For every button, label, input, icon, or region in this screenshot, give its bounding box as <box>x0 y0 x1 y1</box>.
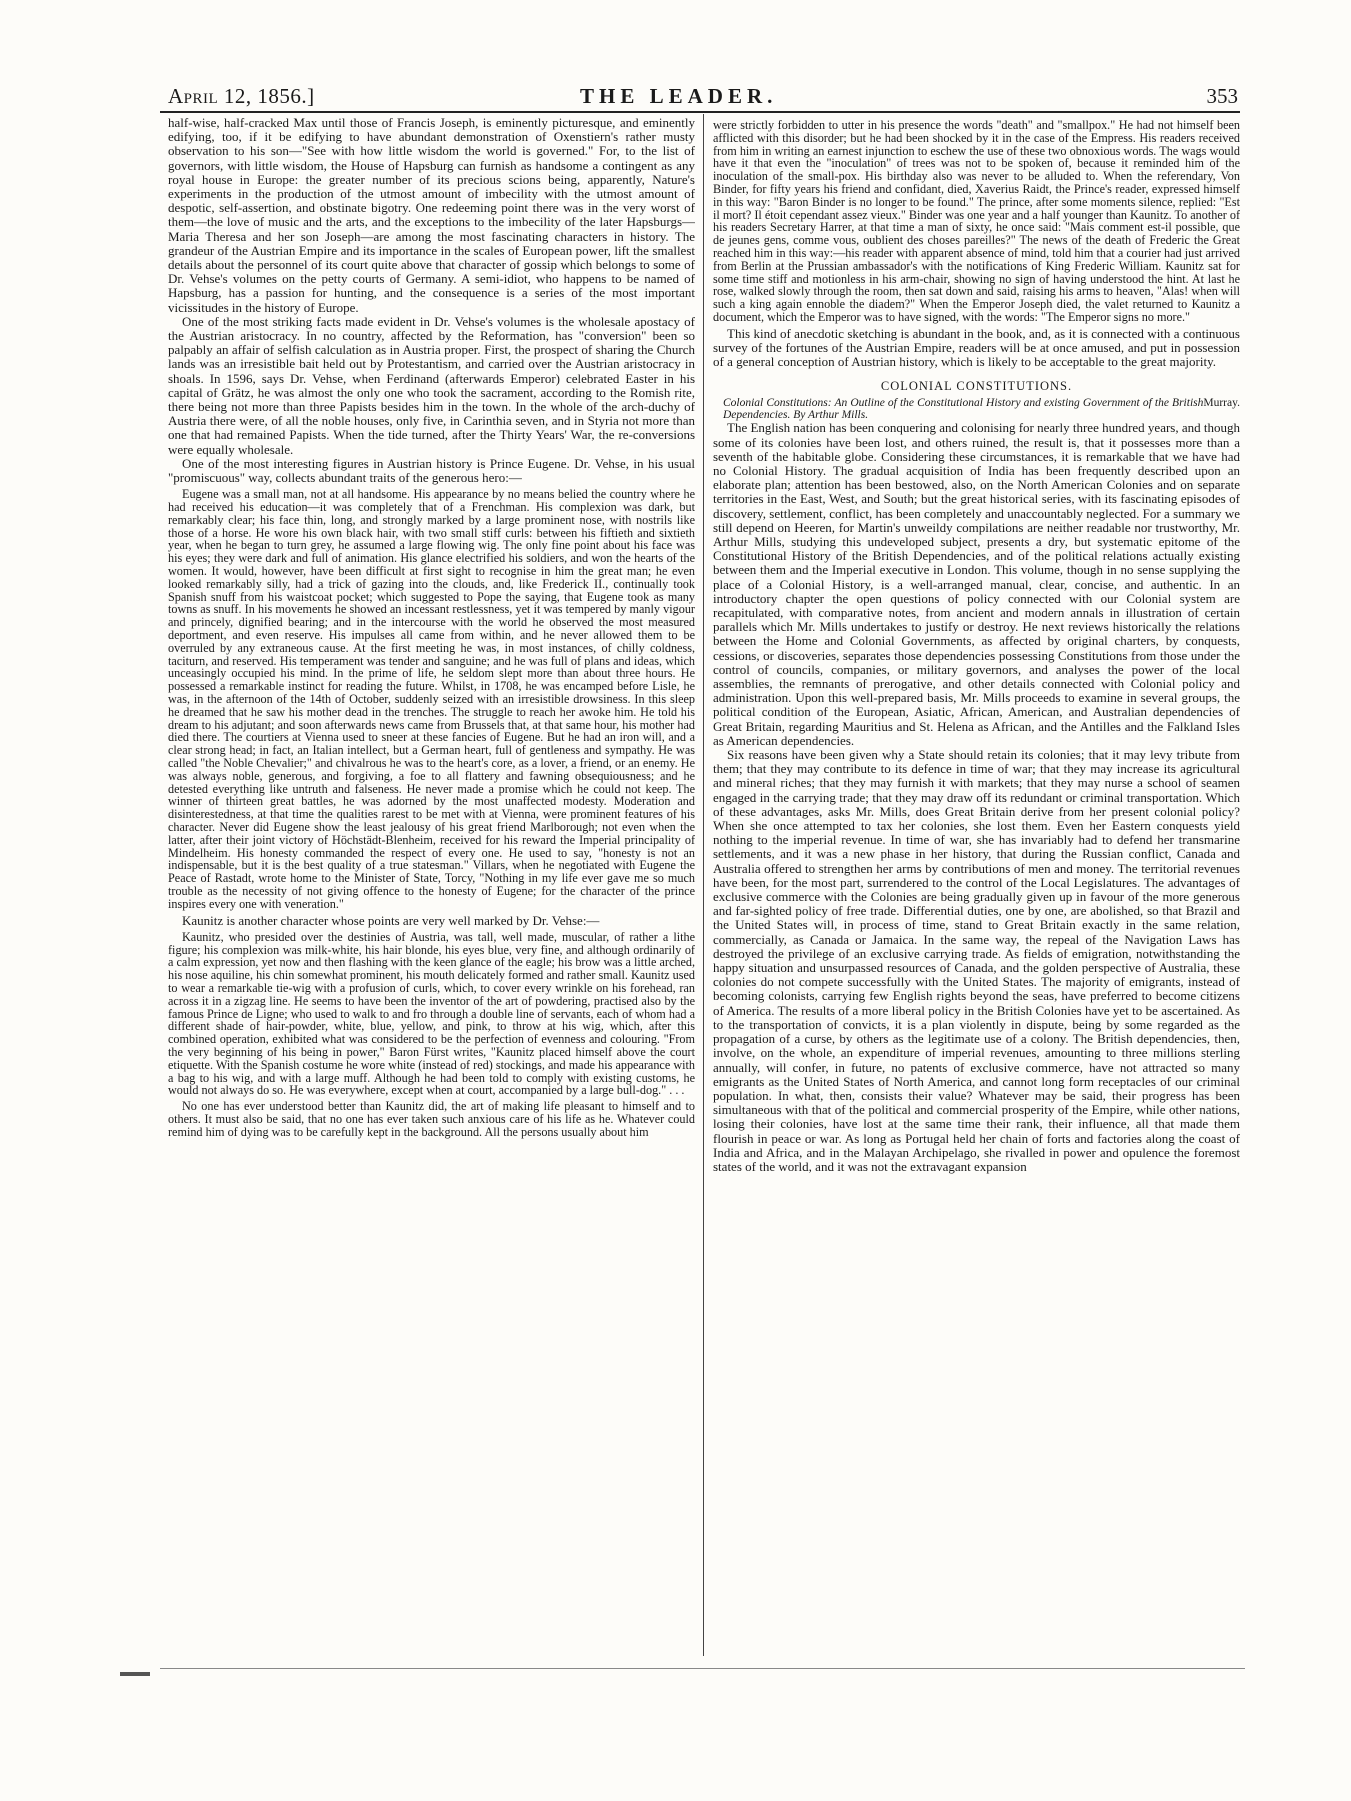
right-column <box>713 116 1240 1656</box>
bottom-rule <box>160 1668 1245 1669</box>
page-number: 353 <box>1206 84 1238 108</box>
paragraph: Kaunitz is another character whose points are very well marked by Dr. Vehse:— <box>182 912 600 928</box>
paragraph: half-wise, half-cracked Max until those of Francis Joseph, is eminently picturesque, and eminently edifying, too, if it be edifying to have abundant demonstration of Oxenstiern's rather musty observation to his son—"See with how little wisdom the world is governed." For, to the list of governors, with little wisdom, the House of Hapsburg can furnish as handsome a contingent as any royal house in Europe: the greater number of its precious scions being, apparently, Nature's experiments in the production of the utmost amount of imbecility with the utmost amount of despotic, self-assertion, and obstinate bigotry. One redeeming point there was in the very worst of them—the love of music and the arts, and the exceptions to the imbecility of the later Hapsburgs—Maria Theresa and her son Joseph—are among the most fascinating characters in history. The grandeur of the Austrian Empire and its importance in the scales of European power, lift the smallest details about the personnel of its court quite above that character of gossip which belongs to some of Dr. Vehse's volumes on the petty courts of Germany. A semi-idiot, who happens to be named of Hapsburg, has a passion for hunting, and the consequence is a series of the most important vicissitudes in the history of Europe. <box>168 116 695 315</box>
paragraph: One of the most striking facts made evident in Dr. Vehse's volumes is the wholesale apostacy of the Austrian aristocracy. In no country, affected by the Reformation, has "conversion" been so palpably an affair of selfish calculation as in Austria proper. First, the prospect of sharing the Church lands was an irresistible bait held out by Protestantism, and carried over the Austrian aristocracy in shoals. In 1596, says Dr. Vehse, when Ferdinand (afterwards Emperor) celebrated Easter in his capital of Grätz, he was almost the only one who took the sacrament, according to the Romish rite, there being not more than three Papists besides him in the town. In the whole of the arch-duchy of Austria there were, of all the noble houses, only five, in Carinthia seven, and in Styria not more than one that had remained Papists. When the tide turned, after the Thirty Years' War, the re-conversions were equally wholesale. <box>168 313 695 457</box>
paragraph: One of the most interesting figures in Austrian history is Prince Eugene. Dr. Vehse, in his usual "promiscuous" way, collects abundant traits of the generous hero:— <box>168 455 695 486</box>
paragraph: This kind of anecdotic sketching is abundant in the book, and, as it is connected with a continuous survey of the fortunes of the Austrian Empire, readers will be at once amused, and put in possession of a general conception of Austrian history, which is likely to be acceptable to the great majority. <box>713 325 1240 370</box>
block-quote-continued: were strictly forbidden to utter in his presence the words "death" and "smallpox." He had not himself been afflicted with this disorder; but he had been shocked by it in the case of the Empress. His readers received from him in writing an earnest injunction to eschew the use of these two obnoxious words. The wags would have it that even the "inoculation" of trees was not to be spoken of, because it reminded him of the inoculation of the small-pox. His birthday also was never to be alluded to. When the referendary, Von Binder, for fifty years his friend and confidant, died, Xaverius Raidt, the Prince's reader, expressed himself in this way: "Baron Binder is no longer to be found." The prince, after some moments silence, replied: "Est il mort? Il étoit cependant assez vieux." Binder was one year and a half younger than Kaunitz. To another of his readers Secretary Harrer, at that time a man of sixty, he once said: "Mais comment est-il possible, que de jeunes gens, comme vous, oublient des choses pareilles?" The news of the death of Frederic the Great reached him in this way:—his reader with apparent absence of mind, told him that a courier had just arrived from Berlin at the Prussian ambassador's with the notifications of King Frederic William. Kaunitz sat for some time stiff and motionless in his arm-chair, showing no sign of having understood the hint. At last he rose, walked slowly through the room, then sat down and said, raising his arms to heaven, "Alas! when will such a king again ennoble the diadem?" When the Emperor Joseph died, the valet returned to Kaunitz a document, which the Emperor was to have signed, with the words: "The Emperor signs no more." <box>713 118 1240 324</box>
book-title: Colonial Constitutions: An Outline of the Constitutional History and existing Government of the British Dependencies. By Arthur Mills. <box>723 397 1204 422</box>
issue-date: April 12, 1856.] <box>168 84 315 108</box>
header-rule <box>160 111 1240 113</box>
paragraph: Six reasons have been given why a State should retain its colonies; that it may levy tribute from them; that they may contribute to its defence in time of war; that they may increase its agricultural and mineral riches; that they may furnish it with markets; that they may nurse a school of seamen engaged in the carrying trade; that they may draw off its redundant or criminal transportation. Which of these advantages, asks Mr. Mills, does Great Britain derive from her present colonial policy? When she once attempted to tax her colonies, she lost them. Even her Eastern conquests yield nothing to the imperial revenue. In time of war, she has invariably had to defend her transmarine settlements, and it was a new phase in her history, that during the Russian conflict, Canada and Australia offered to strengthen her arms by contributions of men and money. The territorial revenues have been, for the most part, surrendered to the control of the Local Legislatures. The advantages of exclusive commerce with the Colonies are being gradually given up in favour of the more generous and far-sighted policy of free trade. Differential duties, one by one, are abolished, so that Brazil and the United States will, in process of time, stand to Great Britain exactly in the same relation, commercially, as Canada or Jamaica. In the same way, the repeal of the Navigation Laws has destroyed the privilege of an exclusive carrying trade. As fields of emigration, notwithstanding the happy situation and unsurpassed resources of Canada, and the golden perspective of Australia, these colonies do not compete successfully with the United States. The majority of emigrants, instead of becoming colonists, carrying few English rights beyond the seas, have preferred to become citizens of America. The results of a more liberal policy in the British Colonies have yet to be ascertained. As to the transportation of convicts, it is a plan violently in dispute, being by some regarded as the propagation of a curse, by others as the legitimate use of a colony. The British dependencies, then, involve, on the whole, an expenditure of imperial revenues, amounting to three millions sterling annually, will confer, in future, no patents of exclusive commerce, have not attracted so many emigrants as the United States of North America, and cannot long form receptacles of our criminal population. In what, then, consists their value? Whatever may be said, their progress has been simultaneous with that of the political and commercial prosperity of the Empire, while other nations, losing their colonies, have lost at the same time their rank, their influence, all that made them flourish in peace or war. As long as Portugal held her chain of forts and factories along the coast of India and Africa, and in the Malayan Archipelago, she rivalled in power and opulence the foremost states of the world, and it was not the extravagant expansion <box>713 747 1240 1174</box>
page-header <box>168 84 1238 110</box>
book-reference <box>713 397 1240 421</box>
column-divider <box>703 114 704 1656</box>
block-quote: No one has ever understood better than Kaunitz did, the art of making life pleasant to himself and to others. It must also be said, that no one has ever taken such anxious care of his life as he. Whatever could remind him of dying was to be carefully kept in the background. All the persons usually about him <box>168 1099 695 1139</box>
block-quote: Eugene was a small man, not at all handsome. His appearance by no means belied the country where he had received his education—it was completely that of a Frenchman. His complexion was dark, but remarkably clear; his face thin, long, and strongly marked by a large prominent nose, with nostrils like those of a horse. He wore his own black hair, with two small stiff curls: between his fiftieth and sixtieth year, when he began to turn grey, he assumed a large flowing wig. The only fine point about his face was his eyes; they were dark and full of animation. His glance electrified his soldiers, and won the hearts of the women. It would, however, have been difficult at first sight to recognise in him the great man; he even looked remarkably silly, had a trick of gazing into the clouds, and, like Frederick II., continually took Spanish snuff from his waistcoat pocket; which suggested to Pope the saying, that Eugene took as many towns as snuff. In his movements he showed an incessant restlessness, yet it was tempered by manly vigour and princely, dignified bearing; and in the intercourse with the world he observed the most measured deportment, and even reserve. His impulses all came from within, and he never allowed them to be overruled by any extraneous cause. At the first meeting he was, in most instances, of chilly coldness, taciturn, and reserved. His temperament was tender and sanguine; and he was full of plans and ideas, which unceasingly occupied his mind. In the prime of life, he seldom slept more than about three hours. He possessed a remarkable instinct for reading the future. Whilst, in 1708, he was encamped before Lisle, he was, in the afternoon of the 14th of October, suddenly seized with an irresistible drowsiness. In this sleep he dreamed that he saw his mother dead in the trenches. The struggle to reach her awoke him. He told his dream to his adjutant; and soon afterwards news came from Brussels that, at that same hour, his mother had died there. The courtiers at Vienna used to sneer at these fancies of Eugene. But he had an iron will, and a clear strong head; in fact, an Italian intellect, but a German heart, full of gentleness and sympathy. He was called "the Noble Chevalier;" and chivalrous he was to the heart's core, as a lover, a friend, or an enemy. He was always noble, generous, and forgiving, a foe to all flattery and fawning obsequiousness; and he detested everything like untruth and falseness. He never made a promise which he could not keep. The winner of thirteen great battles, he was adorned by the most unaffected modesty. Moderation and disinterestedness, at that time the qualities rarest to be met with at Vienna, were prominent features of his character. Never did Eugene show the least jealousy of his great friend Marlborough; not even when the latter, after their joint victory of Höchstädt-Blenheim, received for his reward the Imperial principality of Mindelheim. His honesty commanded the respect of every one. He used to say, "honesty is not an indispensable, but it is the best quality of a true statesman." Villars, when he negotiated with Eugene the Peace of Rastadt, wrote home to the Minister of State, Torcy, "Nothing in my life ever gave me so much trouble as the necessity of not giving offence to the honesty of Eugene; for the character of the prince inspires every one with veneration." <box>168 487 695 911</box>
section-heading: COLONIAL CONSTITUTIONS. <box>880 379 1073 394</box>
paragraph: The English nation has been conquering and colonising for nearly three hundred years, and though some of its colonies have been lost, and others ruined, the result is, that it possesses more than a seventh of the habitable globe. Considering these circumstances, it is remarkable that we have had no Colonial History. The gradual acquisition of India has been frequently described upon an elaborate plan; attention has been bestowed, also, on the North American Colonies and on separate territories in the East, West, and South; but the great historical series, with its fascinating episodes of discovery, settlement, conflict, has been completely and unaccountably neglected. For a summary we still depend on Heeren, for Martin's unweildy compilations are neither readable nor trustworthy, Mr. Arthur Mills, studying this undeveloped subject, presents a dry, but systematic epitome of the Constitutional History of the British Dependencies, and of the political relations actually existing between them and the Imperial executive in London. This volume, though in no sense supplying the place of a Colonial History, is a well-arranged manual, clear, concise, and authentic. In an introductory chapter the open questions of policy connected with our Colonial system are recapitulated, with comparative notes, from ancient and modern annals in illustration of certain parallels which Mr. Mills undertakes to justify or destroy. He next reviews historically the relations between the Home and Colonial Governments, as affected by original charters, by conquests, cessions, or discoveries, separates those dependencies possessing Constitutions from those under the control of councils, companies, or military governors, and analyses the power of the local assemblies, the remnants of prerogative, and other details connected with Colonial policy and administration. Upon this well-prepared basis, Mr. Mills proceeds to examine in several groups, the political condition of the European, Asiatic, African, American, and Australian dependencies of Great Britain, regarding Mauritius and St. Helena as African, and the Antilles and the Falkland Isles as American dependencies. <box>713 420 1240 748</box>
scan-edge-mark <box>120 1660 150 1676</box>
newspaper-title: THE LEADER. <box>580 84 778 108</box>
block-quote: Kaunitz, who presided over the destinies of Austria, was tall, well made, muscular, of rather a lithe figure; his complexion was milk-white, his hair blonde, his eyes blue, very fine, and although ordinarily of a calm expression, yet now and then flashing with the keen glance of the eagle; his brow was a little arched, his nose aquiline, his chin somewhat prominent, his mouth delicately formed and rather small. Kaunitz used to wear a remarkable tie-wig with a profusion of curls, which, to cover every wrinkle on his forehead, ran across it in a zigzag line. He seems to have been the inventor of the art of powdering, practised also by the famous Prince de Ligne; who used to walk to and fro through a double line of servants, each of whom had a different shade of hair-powder, white, blue, yellow, and pink, to throw at his wig, which, after this combined operation, exhibited what was considered to be the perfection of evenness and colouring. "From the very beginning of his being in power," Baron Fürst writes, "Kaunitz placed himself above the court etiquette. With the Spanish costume he wore white (instead of red) stockings, and made his appearance with a bag to his wig, and with a large muff. Although he had been told to comply with existing customs, he would not always do so. He was everywhere, except when at court, accompanied by a large bull-dog." . . . <box>168 929 695 1098</box>
book-publisher: Murray. <box>1203 397 1240 410</box>
left-column <box>168 116 695 1656</box>
